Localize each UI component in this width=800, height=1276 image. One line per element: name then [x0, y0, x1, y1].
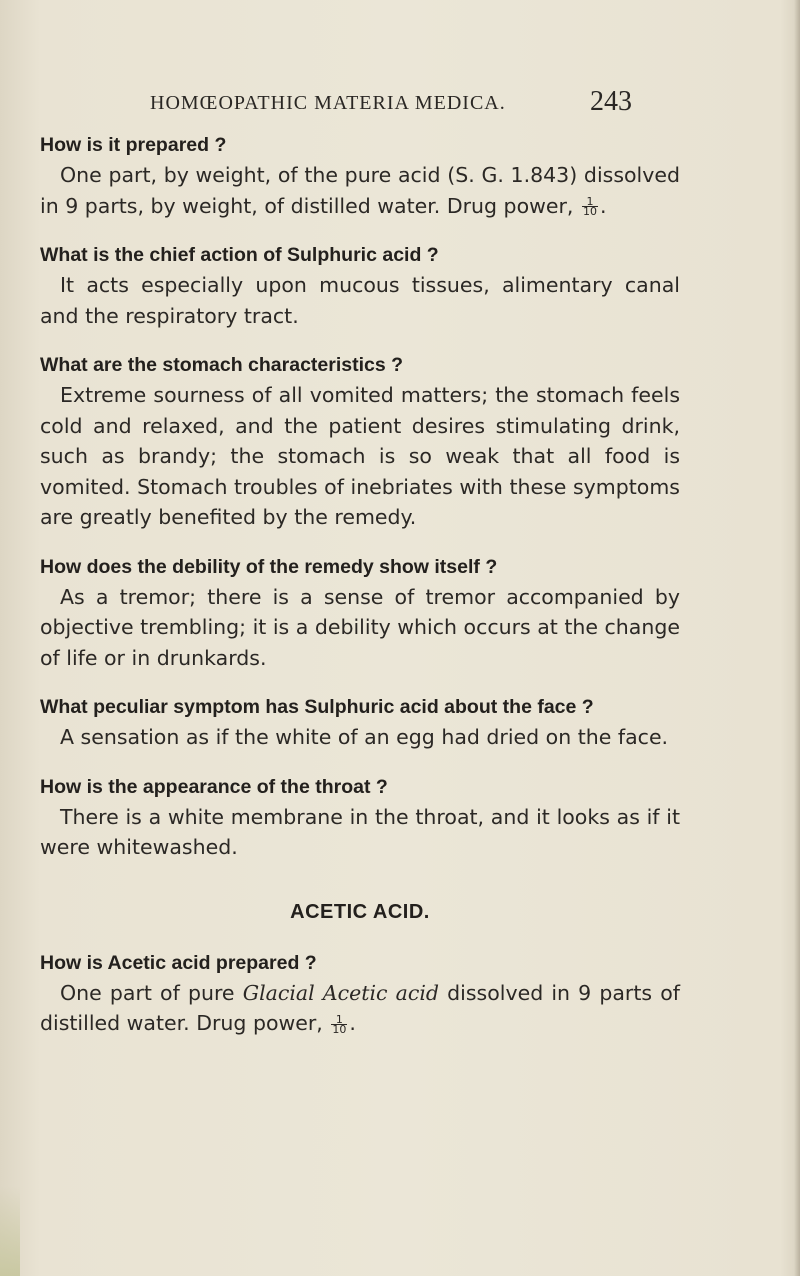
qa-entry-3 [40, 350, 680, 533]
answer [40, 582, 680, 674]
answer-text: There is a white membrane in the throat, and it looks as if it were whitewashed. [40, 804, 680, 859]
qa-entry-2 [40, 240, 680, 331]
answer-text: One part of pure [60, 980, 235, 1005]
fraction-one-tenth [582, 197, 598, 216]
answer-text: As a tremor; there is a sense of tremor accompanied by objective trembling; it is a debility which occurs at the change of life or in drunkards. [40, 584, 680, 670]
answer-text: Extreme sourness of all vomited matters; the stomach feels cold and relaxed, and the patient desires stimulating drink, such as brandy; the stomach is so weak that all food is vomited. Stomach troubles of inebriates with these symptoms are greatly benefited by the remedy. [40, 383, 680, 529]
question: What are the stomach characteristics ? [40, 354, 404, 376]
question: What peculiar symptom has Sulphuric acid about the face ? [40, 696, 594, 718]
answer-period: . [349, 1011, 356, 1035]
fraction-numerator: 1 [582, 197, 598, 207]
qa-entry-5 [40, 692, 680, 753]
qa-entry-acetic [40, 948, 680, 1039]
answer [40, 380, 680, 533]
fraction-one-tenth [331, 1012, 347, 1036]
page-corner-stain [0, 1186, 20, 1276]
fraction-denominator: 10 [332, 1022, 347, 1036]
fraction-denominator: 10 [582, 205, 597, 218]
question: What is the chief action of Sulphuric acid ? [40, 244, 439, 266]
answer-period: . [599, 193, 607, 218]
answer-text: It acts especially upon mucous tissues, alimentary canal and the respiratory tract. [40, 273, 680, 328]
answer [40, 802, 680, 863]
page-edge-shadow [794, 0, 800, 1276]
answer [40, 160, 680, 221]
question: How is it prepared ? [40, 134, 227, 156]
italic-term: Glacial Acetic acid [242, 980, 440, 1005]
answer [40, 978, 680, 1039]
question: How is Acetic acid prepared ? [40, 951, 317, 974]
section-heading: ACETIC ACID. [290, 900, 430, 923]
answer [40, 270, 680, 331]
answer-text-continued: dissolved in 9 parts of distilled water. Drug power, [40, 980, 680, 1035]
qa-entry-6 [40, 772, 680, 863]
answer-text: A sensation as if the white of an egg had dried on the face. [60, 725, 669, 749]
page-body [40, 130, 680, 1058]
running-head: HOMŒOPATHIC MATERIA MEDICA. [150, 92, 506, 114]
qa-entry-4 [40, 552, 680, 674]
qa-entry-1 [40, 130, 680, 221]
answer-text: One part, by weight, of the pure acid (S. G. 1.843) dissolved in 9 parts, by weight, of distilled water. Drug power, [40, 163, 680, 218]
question: How does the debility of the remedy show itself ? [40, 555, 498, 578]
answer [40, 722, 680, 753]
question: How is the appearance of the throat ? [40, 775, 388, 798]
page-number: 243 [590, 86, 632, 117]
fraction-numerator: 1 [331, 1015, 347, 1025]
